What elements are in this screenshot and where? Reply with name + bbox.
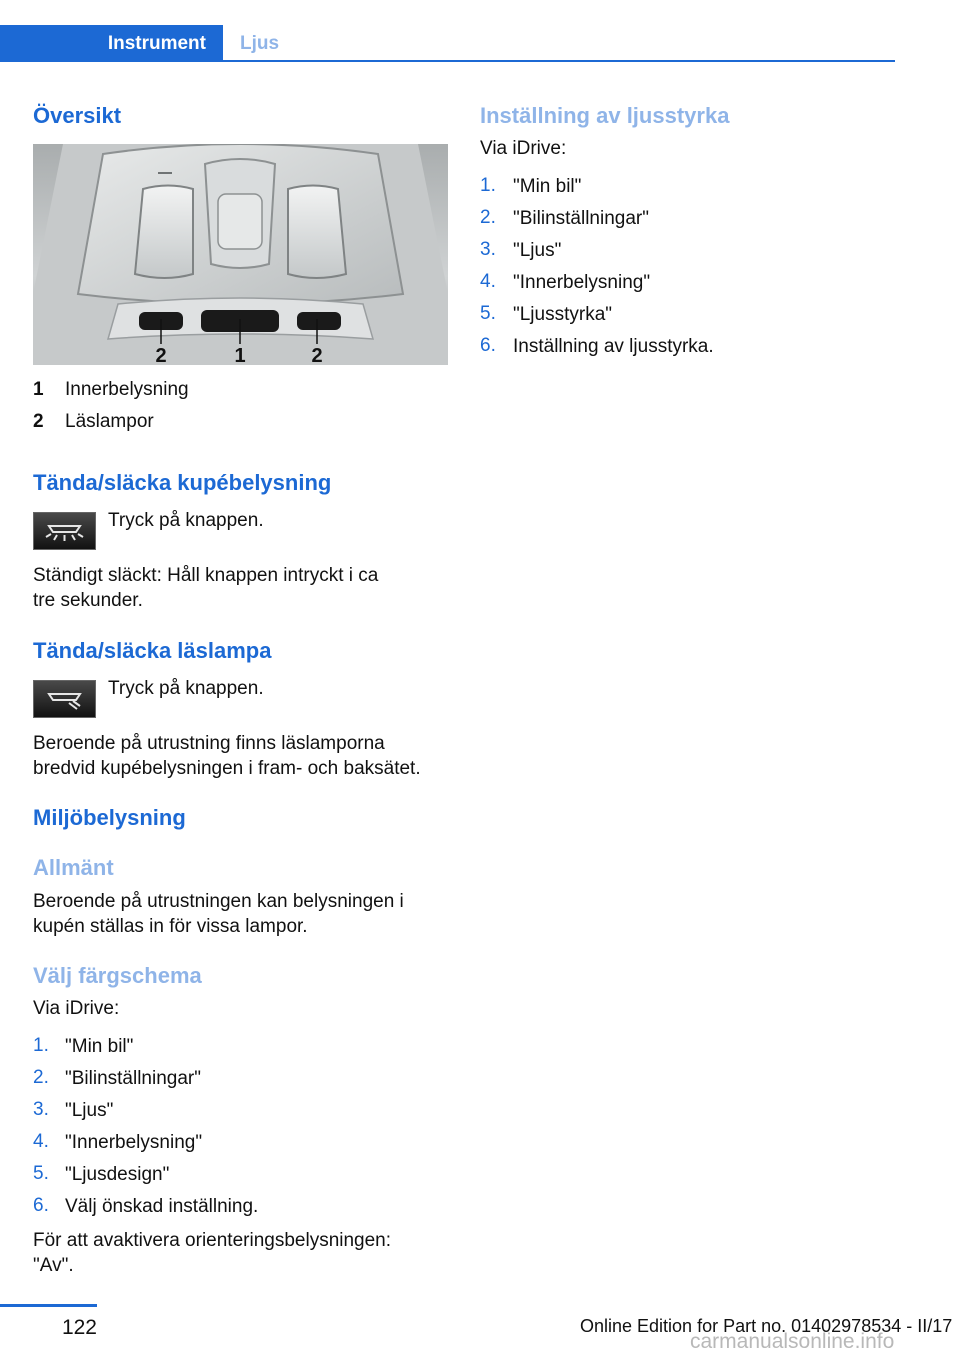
ambient-general-1: Beroende på utrustningen kan belysningen i [33,891,404,912]
reading-light-note-1: Beroende på utrustning finns läslamporna [33,733,385,754]
brightness-intro: Via iDrive: [480,138,567,159]
list-item-num: 6. [33,1195,49,1216]
color-scheme-title: Välj färgschema [33,963,202,988]
list-item: "Bilinställningar" [513,208,649,229]
legend-num-2: 2 [33,411,44,432]
interior-light-note-2: tre sekunder. [33,590,143,611]
tab-ljus[interactable]: Ljus [240,33,280,54]
list-item-num: 2. [33,1067,49,1088]
list-item-num: 4. [33,1131,49,1152]
list-item: "Min bil" [513,176,582,197]
list-item: "Bilinställningar" [65,1068,201,1089]
interior-light-photo [33,144,448,365]
list-item: Inställning av ljusstyrka. [513,336,714,357]
interior-light-button-text: Tryck på knappen. [108,510,264,531]
list-item-num: 5. [33,1163,49,1184]
list-item: "Ljusdesign" [65,1164,170,1185]
legend-label-1: Innerbelysning [65,379,189,400]
watermark: carmanualsonline.info [690,1330,895,1353]
list-item: Välj önskad inställning. [65,1196,259,1217]
list-item-num: 3. [33,1099,49,1120]
deactivate-1: För att avaktivera orienteringsbelysningen: [33,1230,392,1251]
list-item-num: 6. [480,335,496,356]
reading-light-title: Tända/släcka läslampa [33,638,272,663]
list-item-num: 4. [480,271,496,292]
reading-light-button-text: Tryck på knappen. [108,678,264,699]
footer-rule [0,1304,97,1307]
color-scheme-intro: Via iDrive: [33,998,120,1019]
list-item-num: 2. [480,207,496,228]
brightness-title: Inställning av ljusstyrka [480,103,730,128]
callout-2-right: 2 [311,345,323,365]
list-item: "Ljus" [513,240,562,261]
page-number: 122 [61,1316,97,1339]
reading-light-note-2: bredvid kupébelysningen i fram- och baksätet. [33,758,421,779]
tab-instrument-label: Instrument [107,32,206,54]
ambient-title: Miljöbelysning [33,805,186,830]
legend-num-1: 1 [33,379,44,400]
interior-light-title: Tända/släcka kupébelysning [33,470,332,495]
list-item: "Ljusstyrka" [513,304,613,325]
callout-2-left: 2 [155,345,167,365]
list-item-num: 1. [480,175,496,196]
list-item: "Innerbelysning" [513,272,651,293]
ambient-general-2: kupén ställas in för vissa lampor. [33,916,308,937]
tab-instrument[interactable] [0,25,223,62]
interior-light-note-1: Ständigt släckt: Håll knappen intryckt i ca [33,565,379,586]
edition-text: Online Edition for Part no. 01402978534 - II/17 [580,1316,953,1336]
list-item: "Innerbelysning" [65,1132,203,1153]
reading-light-button-icon [33,680,96,718]
interior-light-button-icon [33,512,96,550]
list-item-num: 3. [480,239,496,260]
callout-1: 1 [234,345,246,365]
list-item-num: 5. [480,303,496,324]
legend-label-2: Läslampor [65,411,154,432]
deactivate-2: "Av". [33,1255,74,1276]
list-item: "Ljus" [65,1100,114,1121]
list-item: "Min bil" [65,1036,134,1057]
overview-title: Översikt [33,103,122,128]
ambient-general-title: Allmänt [33,855,114,880]
list-item-num: 1. [33,1035,49,1056]
